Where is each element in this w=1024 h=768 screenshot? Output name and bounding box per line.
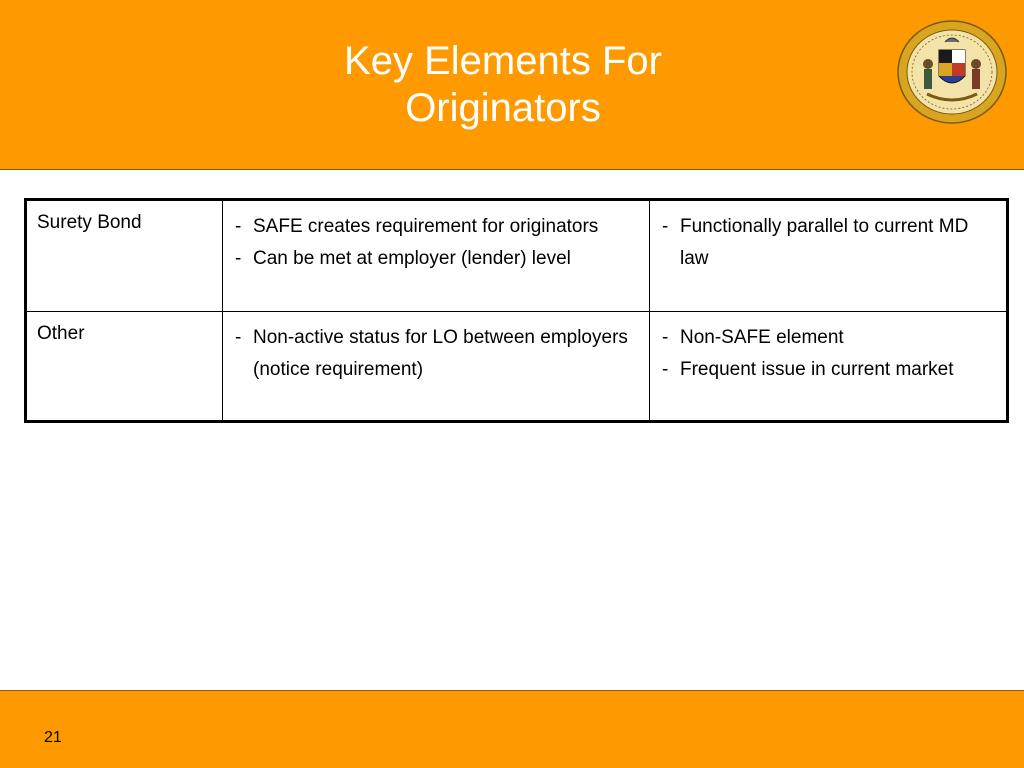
row-label: Other [26,312,223,422]
safe-points-list [233,322,639,386]
slide-title-line-1: Key Elements For [344,39,662,83]
slide-header [0,0,1024,170]
list-item: - Frequent issue in current market [660,354,996,386]
elements-table [24,198,1009,423]
list-item: - SAFE creates requirement for originators [233,211,639,243]
table-row [26,312,1008,422]
safe-points-cell [223,200,650,312]
md-points-list [660,322,996,386]
md-points-list [660,211,996,275]
table-row [26,200,1008,312]
slide-footer [0,690,1024,768]
md-points-cell [650,200,1008,312]
list-item: - Non-SAFE element [660,322,996,354]
list-item: - Can be met at employer (lender) level [233,243,639,275]
row-label: Surety Bond [26,200,223,312]
slide-title [200,38,806,132]
slide-number: 21 [44,729,62,746]
list-item: - Functionally parallel to current MD law [660,211,996,275]
slide-title-line-2: Originators [405,86,601,130]
safe-points-list [233,211,639,275]
state-seal-icon [897,20,1007,124]
md-points-cell [650,312,1008,422]
list-item: - Non-active status for LO between employers (notice requirement) [233,322,639,386]
safe-points-cell [223,312,650,422]
